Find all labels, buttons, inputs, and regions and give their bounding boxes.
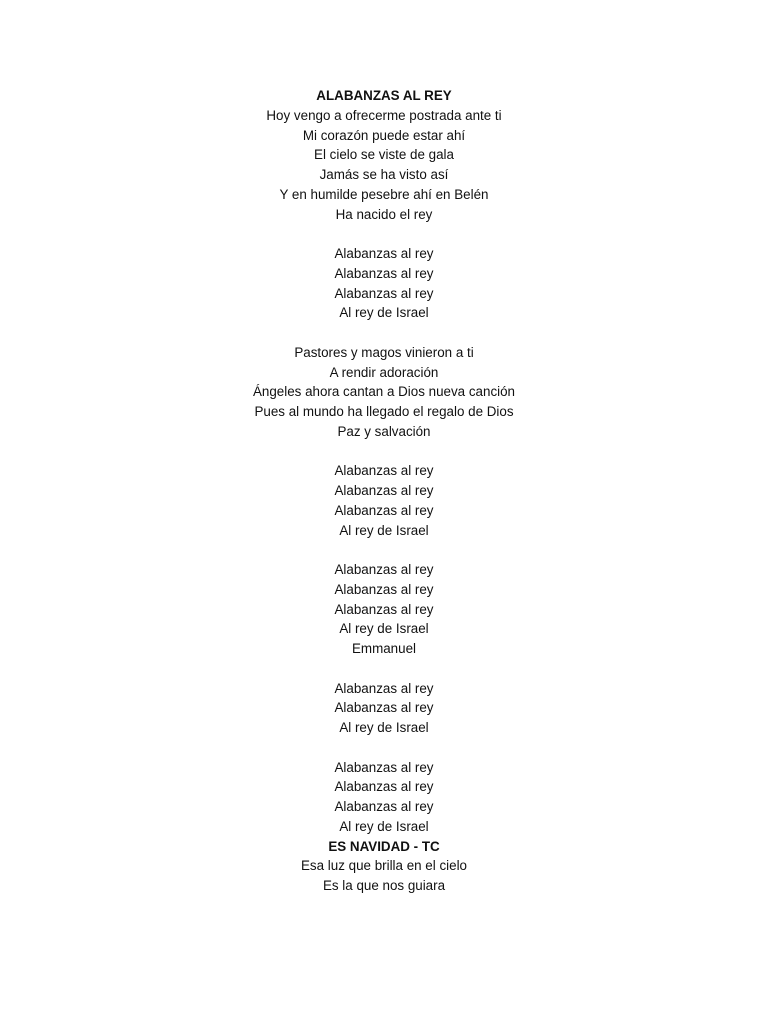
chorus [0,679,768,738]
lyric-line: Paz y salvación [337,423,431,439]
lyric-line: Alabanzas al rey [334,601,434,617]
lyric-line: Alabanzas al rey [334,285,434,301]
chorus [0,244,768,323]
lyric-line: Alabanzas al rey [334,483,434,498]
lyric-line: Alabanzas al rey [334,581,434,597]
lyrics-page [0,86,768,896]
stanza-gap [0,224,768,244]
stanza-gap [0,738,768,758]
stanza-gap [0,540,768,560]
lyric-line: Jamás se ha visto así [319,167,449,182]
lyric-line: Pastores y magos vinieron a ti [294,344,474,360]
lyric-line: Alabanzas al rey [334,246,434,261]
lyric-line: Alabanzas al rey [334,700,434,716]
stanza [0,106,768,225]
stanza-gap [0,442,768,462]
lyric-line: Alabanzas al rey [334,562,434,577]
chorus [0,560,768,659]
lyric-line: Es la que nos guiara [322,878,446,893]
lyric-line: El cielo se viste de gala [314,147,454,163]
lyric-line: Alabanzas al rey [334,265,434,281]
lyric-line: Alabanzas al rey [334,680,434,696]
lyric-line: Alabanzas al rey [334,779,434,795]
chorus [0,461,768,540]
lyric-line: Al rey de Israel [339,305,429,321]
lyric-line: Y en humilde pesebre ahí en Belén [279,186,489,202]
lyric-line: Alabanzas al rey [334,463,434,479]
lyric-line: Al rey de Israel [339,621,429,637]
lyric-line: Ángeles ahora cantan a Dios nueva canción [252,384,516,400]
lyric-line: Esa luz que brilla en el cielo [301,858,467,874]
lyric-line: Al rey de Israel [339,720,429,735]
lyric-line: Al rey de Israel [339,522,429,538]
lyric-line: Alabanzas al rey [334,799,434,814]
lyric-line: Al rey de Israel [339,818,429,834]
stanza-gap [0,323,768,343]
lyric-line: A rendir adoración [329,364,439,380]
lyric-line: Alabanzas al rey [334,502,434,518]
lyric-line: Hoy vengo a ofrecerme postrada ante ti [266,107,502,123]
lyric-line: Alabanzas al rey [334,759,434,775]
song-title: ES NAVIDAD - TC [328,838,440,854]
stanza-gap [0,659,768,679]
lyric-line: Pues al mundo ha llegado el regalo de Dios [254,404,514,419]
stanza [0,856,768,896]
lyric-line: Emmanuel [351,641,416,656]
lyric-line: Mi corazón puede estar ahí [302,127,466,143]
lyric-line: Ha nacido el rey [335,206,433,222]
chorus [0,758,768,837]
song-title: ALABANZAS AL REY [316,88,452,103]
stanza [0,343,768,442]
